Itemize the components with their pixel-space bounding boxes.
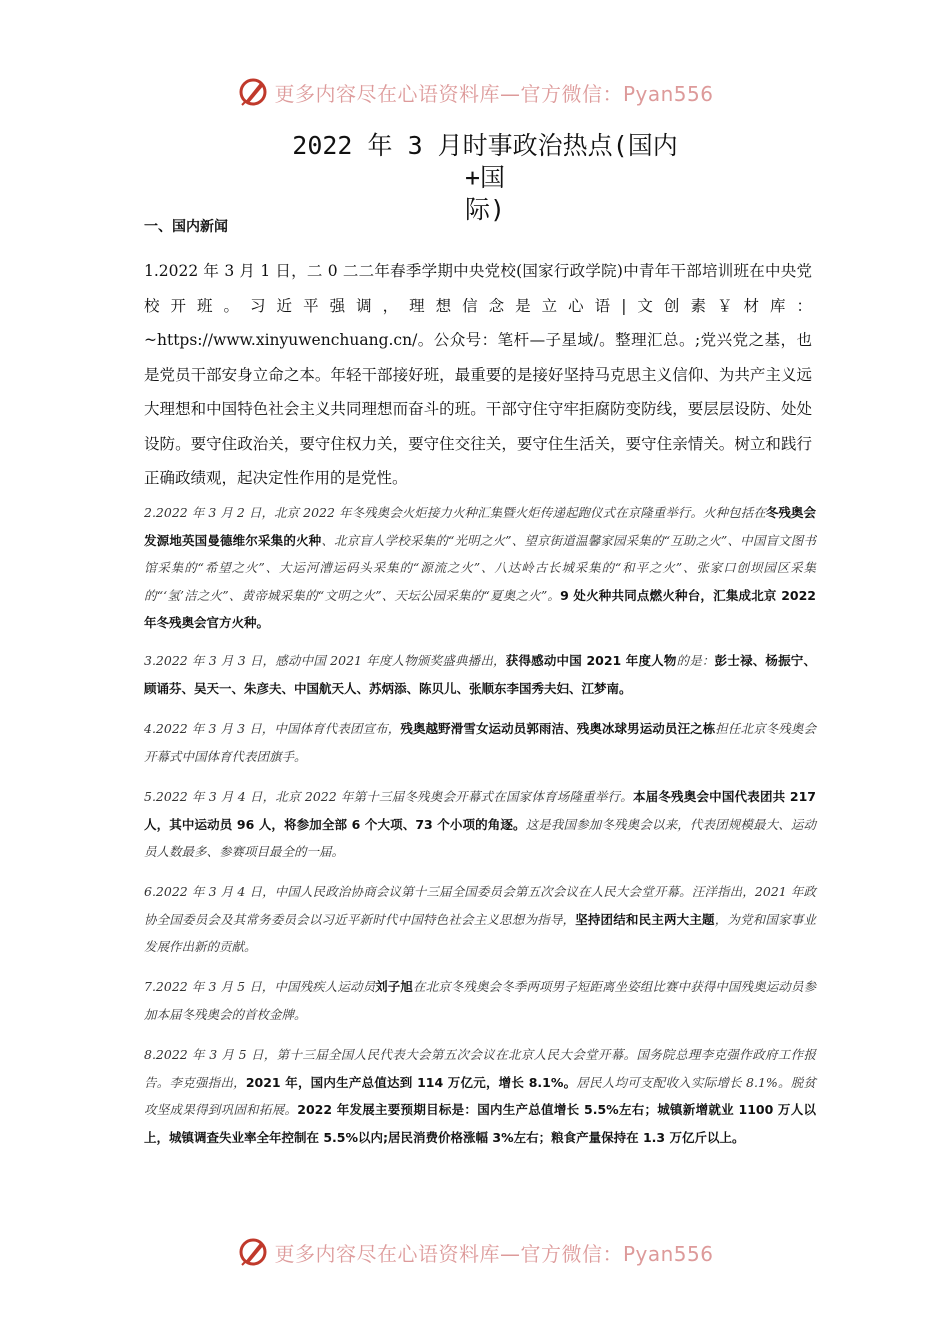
item-3-text-c: 的是： bbox=[676, 653, 715, 668]
item-5-text-c: 这是我国参加冬残奥会以来，代表团规模最大、运动员人数最多、参赛项目最全的一届。 bbox=[144, 816, 816, 859]
banner-text: 更多内容尽在心语资料库—官方微信：Pyan556 bbox=[274, 81, 714, 106]
news-item-1: 1.2022 年 3 月 1 日，二 0 二二年春季学期中央党校(国家行政学院)中青年干部培训班在中央党校开班。习近平强调，理想信念是立心语|文创素￥材库：~https://www.xinyuwenchuang.cn/。公众号：笔杆—子星域/。整理汇总。;党兴党之基，也是党员干部安身立命之本。年轻干部接好班，最重要的是接好坚持马克思主义信仰、为共产主义远大理想和中国特色社会主义共同理想而奋斗的班。干部守住守牢拒腐防变防线，要层层设防、处处设防。要守住政治关，要守住权力关，要守住交往关，要守住生活关，要守住亲情关。树立和践行正确政绩观，起决定性作用的是党性。 bbox=[144, 262, 812, 487]
item-7-text-a: 7.2022 年 3 月 5 日，中国残疾人运动员 bbox=[144, 979, 376, 994]
item-8-text-c: 居民人均可支配收入实际增长 8.1%。脱贫攻坚成果得到巩固和拓展。 bbox=[144, 1074, 816, 1117]
title-line-1: 2022 年 3 月时事政治热点(国内+国 bbox=[292, 131, 678, 192]
item-8-text-a: 8.2022 年 3 月 5 日，第十三届全国人民代表大会第五次会议在北京人民大会堂开幕。国务院总理李克强作政府工作报告。李克强指出， bbox=[144, 1047, 816, 1090]
item-3-highlight-d: 彭士禄、杨振宁、顾诵芬、吴天一、朱彦夫、中国航天人、苏炳添、陈贝儿、张顺东李国秀夫妇、江梦南。 bbox=[144, 653, 816, 696]
pen-logo-icon bbox=[236, 1235, 270, 1269]
news-item-3 bbox=[144, 647, 816, 702]
item-6-highlight-b: 坚持团结和民主两大主题 bbox=[575, 911, 715, 927]
news-item-8 bbox=[144, 1041, 816, 1151]
title-line-2: 际) bbox=[464, 195, 506, 224]
item-2-highlight-a: 冬残奥会发源地英国曼德维尔采集的火种 bbox=[144, 505, 816, 548]
page-title bbox=[275, 130, 695, 226]
item-3-highlight-b: 获得感动中国 2021 年度人物 bbox=[505, 653, 677, 668]
item-7-text-c: 在北京冬残奥会冬季两项男子短距离坐姿组比赛中获得中国残奥运动员参加本届冬残奥会的首枚金牌。 bbox=[144, 979, 816, 1022]
item-4-highlight-b: 残奥越野滑雪女运动员郭雨洁、残奥冰球男运动员汪之栋 bbox=[400, 721, 716, 736]
news-item-4 bbox=[144, 715, 816, 770]
item-2-text-c: 、北京盲人学校采集的“光明之火”、望京街道温馨家园采集的“互助之火”、中国盲文图书馆采集的“希望之火”、大运河漕运码头采集的“源流之火”、八达岭古长城采集的“和平之火”、张家口创坝园区采集的“‘氢’洁之火”、黄帝城采集的“文明之火”、天坛公园采集的“夏奥之火”。 bbox=[144, 532, 816, 603]
item-2-text-a: 2.2022 年 3 月 2 日，北京 2022 年冬残奥会火炬接力火种汇集暨火炬传递起跑仪式在京隆重举行。火种包括在 bbox=[144, 505, 766, 520]
item-4-text-c: 担任北京冬残奥会开幕式中国体育代表团旗手。 bbox=[144, 721, 816, 764]
item-7-highlight-b: 刘子旭 bbox=[375, 979, 413, 994]
news-item-2 bbox=[144, 499, 816, 637]
item-6-text-c: ，为党和国家事业发展作出新的贡献。 bbox=[144, 911, 816, 954]
header-banner bbox=[0, 72, 950, 112]
item-6-text-a: 6.2022 年 3 月 4 日，中国人民政治协商会议第十三届全国委员会第五次会议在人民大会堂开幕。汪洋指出，2021 年政协全国委员会及其常务委员会以习近平新时代中国特色社会主义思想为指导， bbox=[144, 884, 816, 927]
item-5-text-a: 5.2022 年 3 月 4 日，北京 2022 年第十三届冬残奥会开幕式在国家体育场隆重举行。 bbox=[144, 789, 633, 804]
news-item-6 bbox=[144, 878, 816, 961]
item-4-text-a: 4.2022 年 3 月 3 日，中国体育代表团宣布， bbox=[144, 721, 401, 736]
banner-text: 更多内容尽在心语资料库—官方微信：Pyan556 bbox=[274, 1241, 714, 1266]
news-item-7 bbox=[144, 973, 816, 1028]
section-heading: 一、国内新闻 bbox=[144, 219, 228, 235]
item-3-text-a: 3.2022 年 3 月 3 日，感动中国 2021 年度人物颁奖盛典播出， bbox=[144, 653, 506, 668]
item-5-highlight-b: 本届冬残奥会中国代表团共 217 人，其中运动员 96 人，将参加全部 6 个大项、73 个小项的角逐。 bbox=[144, 789, 816, 832]
pen-logo-icon bbox=[236, 75, 270, 109]
item-8-highlight-b: 2021 年，国内生产总值达到 114 万亿元，增长 8.1%。 bbox=[245, 1074, 577, 1090]
footer-banner bbox=[0, 1232, 950, 1272]
news-item-5 bbox=[144, 783, 816, 866]
item-8-highlight-d: 2022 年发展主要预期目标是：国内生产总值增长 5.5%左右；城镇新增就业 1100 万人以上，城镇调查失业率全年控制在 5.5%以内;居民消费价格涨幅 3%左右；粮食产量保持在 1.3 万亿斤以上。 bbox=[144, 1102, 816, 1145]
item-2-highlight-d: 9 处火种共同点燃火种台，汇集成北京 2022 年冬残奥会官方火种。 bbox=[144, 587, 816, 630]
